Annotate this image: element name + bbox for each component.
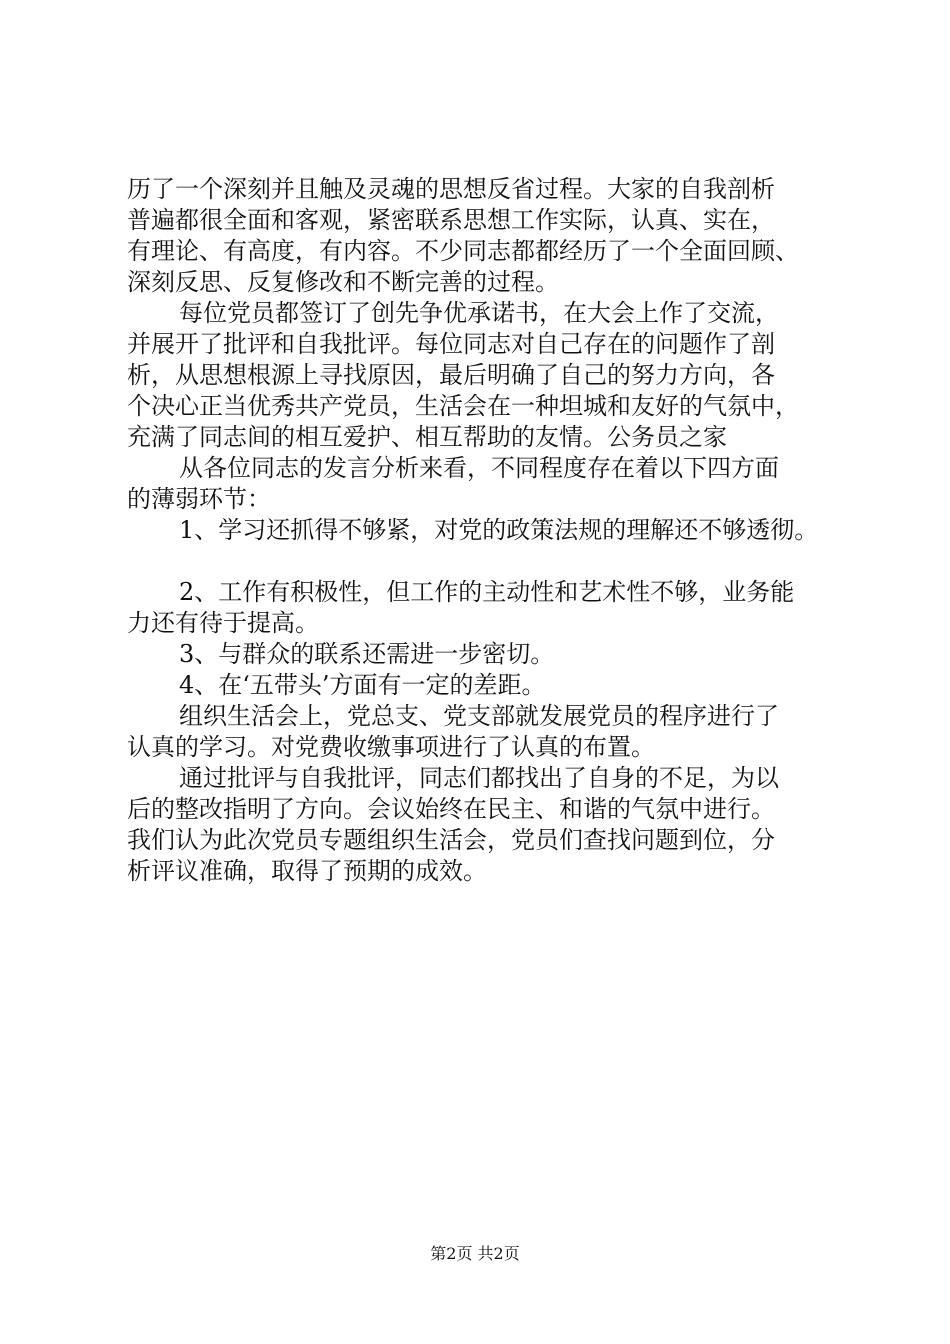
text-line: 充满了同志间的相互爱护、相互帮助的友情。公务员之家 (127, 423, 727, 451)
text-line: 有理论、有高度，有内容。不少同志都都经历了一个全面回顾、 (127, 237, 799, 265)
text-line: 4、在‘五带头’方面有一定的差距。 (179, 671, 546, 699)
text-line: 组织生活会上，党总支、党支部就发展党员的程序进行了 (179, 702, 779, 730)
text-line: 深刻反思、反复修改和不断完善的过程。 (127, 268, 559, 296)
text-line: 并展开了批评和自我批评。每位同志对自己存在的问题作了剖 (127, 330, 775, 358)
document-body (127, 174, 847, 887)
text-line: 普遍都很全面和客观，紧密联系思想工作实际，认真、实在， (127, 206, 775, 234)
text-line: 的薄弱环节： (127, 485, 271, 513)
text-line: 3、与群众的联系还需进一步密切。 (179, 640, 555, 668)
text-line: 后的整改指明了方向。会议始终在民主、和谐的气氛中进行。 (127, 795, 775, 823)
text-line: 每位党员都签订了创先争优承诺书，在大会上作了交流， (179, 299, 779, 327)
text-line: 2、工作有积极性，但工作的主动性和艺术性不够，业务能 (179, 578, 795, 606)
text-line: 1、学习还抓得不够紧，对党的政策法规的理解还不够透彻。 (179, 516, 819, 544)
text-line: 认真的学习。对党费收缴事项进行了认真的布置。 (127, 733, 655, 761)
text-line: 历了一个深刻并且触及灵魂的思想反省过程。大家的自我剖析 (127, 175, 775, 203)
text-line: 析评议准确，取得了预期的成效。 (127, 857, 487, 885)
page-number-footer: 第2页 共2页 (430, 1244, 520, 1263)
text-line: 通过批评与自我批评，同志们都找出了自身的不足，为以 (179, 764, 779, 792)
text-line: 析，从思想根源上寻找原因，最后明确了自己的努力方向，各 (127, 361, 775, 389)
text-line: 个决心正当优秀共产党员，生活会在一种坦城和友好的气氛中， (127, 392, 799, 420)
text-line: 我们认为此次党员专题组织生活会，党员们查找问题到位，分 (127, 826, 775, 854)
text-line: 力还有待于提高。 (127, 609, 319, 637)
text-line: 从各位同志的发言分析来看，不同程度存在着以下四方面 (179, 454, 779, 482)
blank-line (127, 546, 847, 577)
